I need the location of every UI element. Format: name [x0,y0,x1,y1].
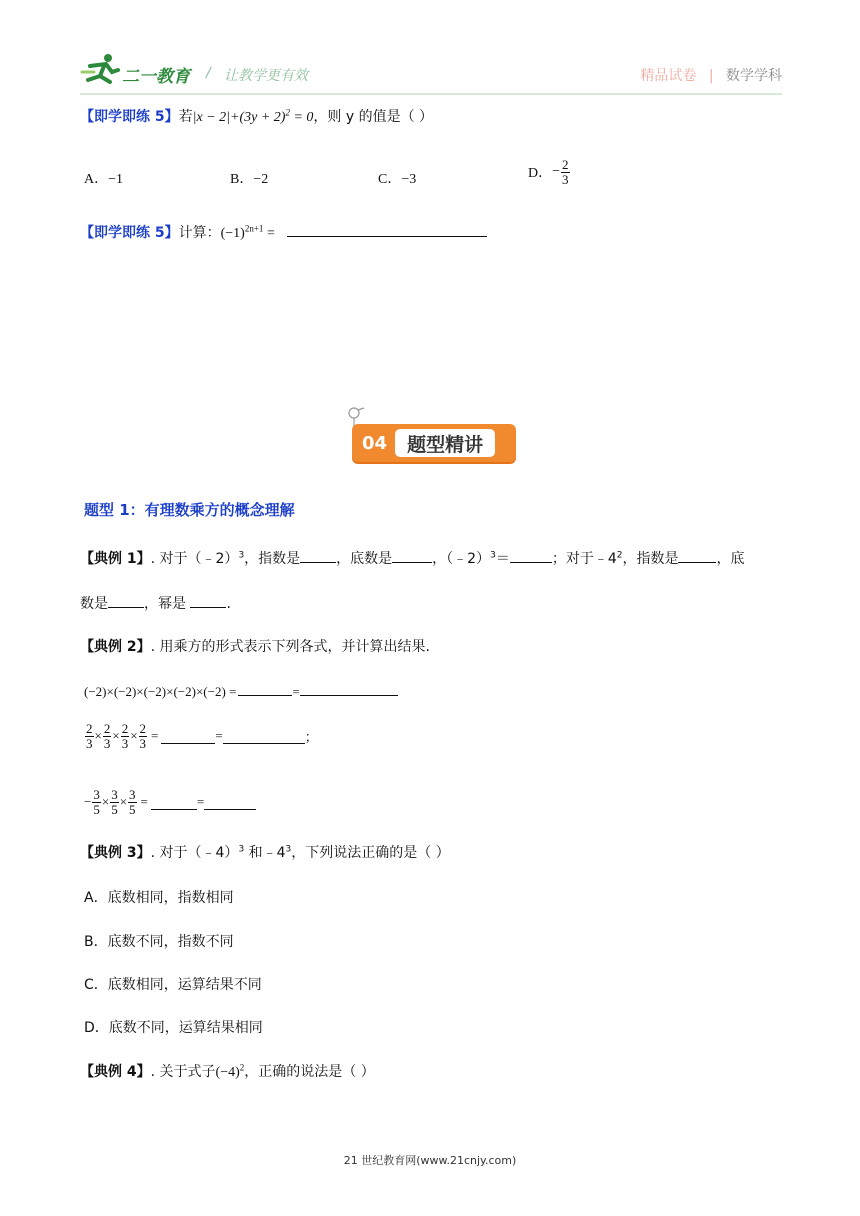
practice-2-prefix: 计算： [178,225,221,241]
practice-2 [80,222,487,242]
option-b: B．−2 [230,172,269,187]
example-3-option-b: B．底数不同，指数不同 [84,934,234,950]
practice-1-prefix: 若 [178,109,193,125]
option-a: A．−1 [84,172,124,187]
blank-11[interactable] [151,795,197,810]
practice-1-suffix: ，则 y 的值是（ ） [313,109,434,125]
header-separator: / [206,65,211,81]
header-right-sep: | [708,68,714,84]
example-1-line-2: 数是 ，幂是 . [80,593,231,613]
badge-number: 04 [362,432,388,454]
header-right-b: 数学学科 [726,68,782,84]
header-divider [80,93,782,95]
example-3-option-d: D．底数不同，运算结果相同 [84,1020,263,1036]
blank-8[interactable] [300,681,398,696]
footer: 21 世纪教育网(www.21cnjy.com) [343,1154,517,1167]
badge-title: 题型精讲 [395,429,495,457]
example-1-tag: 【典例 1】 [80,551,151,567]
blank-9[interactable] [161,729,215,744]
example-4-heading: 【典例 4】. 关于式子$(-4)^2$，正确的说法是（ ） [80,1062,375,1080]
section-title: 题型 1：有理数乘方的概念理解 [84,501,295,519]
blank-1[interactable] [300,548,336,563]
example-3-tag: 【典例 3】 [80,845,151,861]
example-1-line-1: 【典例 1】. 对于（﹣2）$^3$，指数是 ，底数是 ，（﹣2）$^3$＝ ；对于$﹣4^2$，指数是 ，底 [80,548,782,568]
example-2-line-3: − $\frac{3}{5}$ × $\frac{3}{5}$ × $\frac{3}{5}$ = = [84,788,256,816]
example-4-tag: 【典例 4】 [80,1064,151,1080]
example-2-tag: 【典例 2】 [80,639,151,655]
header-right-a: 精品试卷 [640,68,697,84]
example-3-heading: 【典例 3】. 对于（﹣4）$^3$ 和$﹣4^3$，下列说法正确的是（ ） [80,844,450,861]
practice-1-tag: 【即学即练 5】 [80,109,179,125]
example-3-option-a: A．底数相同，指数相同 [84,890,234,906]
section-badge [352,424,516,462]
blank-10[interactable] [223,729,305,744]
example-2-line-1: (−2)×(−2)×(−2)×(−2)×(−2) = = [84,681,398,700]
blank-7[interactable] [238,681,292,696]
header-right [640,65,782,85]
slogan: 让教学更有效 [224,68,308,84]
practice-1 [80,106,433,126]
header [80,52,782,92]
example-2-line-2: $\frac{2}{3}$ × $\frac{2}{3}$ × $\frac{2}{3}$ × $\frac{2}{3}$ = = ； [86,721,318,751]
practice-2-expr: $(-1)^{2n+1}$ = [220,223,275,241]
blank-4[interactable] [678,548,716,563]
logo-text: 二一教育 [122,67,190,87]
blank-2[interactable] [392,548,432,563]
option-d: D．− $\frac{2}{3}$ [528,157,569,187]
blank-5[interactable] [108,593,144,608]
practice-1-expr: $|x - 2|+(3y + 2)^2 = 0$ [192,107,314,125]
blank-12[interactable] [204,795,256,810]
answer-blank[interactable] [287,222,487,237]
example-2-heading: 【典例 2】. 用乘方的形式表示下列各式，并计算出结果. [80,639,430,655]
option-c: C．−3 [378,172,417,187]
runner-logo-icon [80,52,122,86]
practice-2-tag: 【即学即练 5】 [80,225,179,241]
example-3-option-c: C．底数相同，运算结果不同 [84,977,262,993]
blank-6[interactable] [190,593,226,608]
blank-3[interactable] [510,548,552,563]
